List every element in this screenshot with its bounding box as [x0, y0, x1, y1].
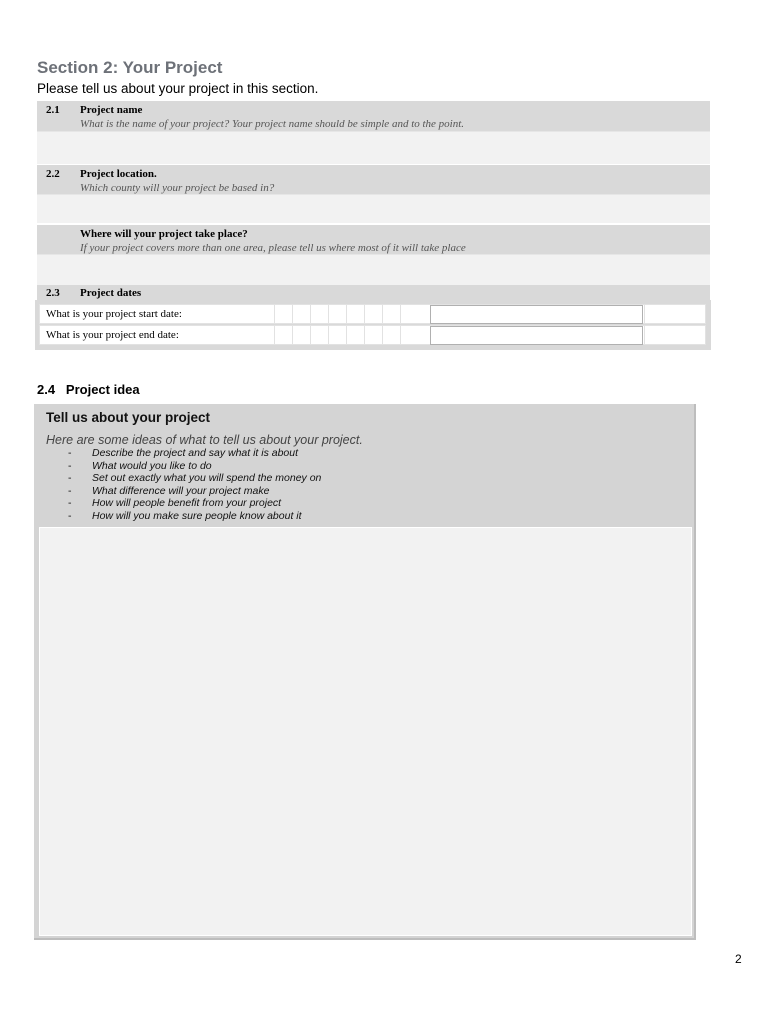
project-dates-table: [35, 300, 711, 350]
list-item-text: Describe the project and say what it is about: [92, 447, 299, 459]
start-date-input[interactable]: [430, 305, 643, 324]
project-county-field[interactable]: [37, 194, 710, 223]
date-grid-cell: [328, 305, 346, 323]
question-2-1-header: [37, 101, 710, 131]
date-grid-cell: [310, 326, 328, 344]
list-item-text: How will people benefit from your project: [92, 497, 282, 510]
list-item-text: What difference will your project make: [92, 484, 270, 497]
question-hint: If your project covers more than one area, please tell us where most of it will take place: [80, 242, 466, 254]
list-item: [68, 485, 321, 498]
divider: [644, 305, 645, 323]
list-item: [68, 460, 321, 473]
project-idea-heading: [37, 382, 140, 397]
question-number: 2.3: [46, 287, 60, 299]
question-number: 2.2: [46, 168, 60, 180]
date-grid-cell: [346, 326, 364, 344]
project-name-field[interactable]: [37, 131, 710, 164]
start-date-label: What is your project start date:: [46, 308, 182, 320]
question-2-3-header: [37, 285, 710, 301]
date-grid-cell: [400, 326, 418, 344]
page-number: 2: [735, 952, 742, 966]
question-2-2-header: [37, 165, 710, 194]
question-title: Project dates: [80, 287, 142, 299]
list-item: [68, 510, 321, 523]
section-number: 2.4: [37, 382, 56, 397]
question-title: Where will your project take place?: [80, 228, 248, 240]
list-item: [68, 472, 321, 485]
list-item-text: What would you like to do: [92, 459, 212, 472]
dash-bullet: -: [68, 472, 72, 485]
date-grid-cell: [310, 305, 328, 323]
date-grid-cell: [292, 326, 310, 344]
section-subtitle: Please tell us about your project in this section.: [37, 81, 319, 96]
date-grid-cell: [292, 305, 310, 323]
dash-bullet: -: [68, 459, 72, 472]
question-title: Project location.: [80, 168, 157, 180]
question-title: Project name: [80, 104, 143, 116]
start-date-row: [39, 304, 706, 324]
date-grid-cell: [400, 305, 418, 323]
question-hint: What is the name of your project? Your project name should be simple and to the point.: [80, 118, 465, 130]
date-grid-cell: [364, 305, 382, 323]
dash-bullet: -: [68, 509, 72, 522]
date-grid-cell: [346, 305, 364, 323]
end-date-input[interactable]: [430, 326, 643, 345]
section-title: Section 2: Your Project: [37, 58, 223, 77]
date-grid-cell: [274, 326, 292, 344]
project-idea-field[interactable]: [39, 527, 692, 936]
question-where-header: [37, 225, 710, 254]
date-grid-cell: [382, 305, 400, 323]
end-date-row: [39, 325, 706, 345]
dash-bullet: -: [68, 447, 72, 459]
divider: [644, 326, 645, 344]
end-date-label: What is your project end date:: [46, 329, 179, 341]
list-item-text: How will you make sure people know about it: [92, 509, 302, 522]
section-heading: Project idea: [65, 382, 140, 397]
dash-bullet: -: [68, 497, 72, 510]
question-number: 2.1: [46, 104, 60, 116]
list-item: [68, 497, 321, 510]
question-hint: Which county will your project be based in?: [80, 182, 275, 194]
project-idea-panel: [34, 404, 696, 940]
list-item-text: Set out exactly what you will spend the money on: [92, 472, 322, 485]
idea-suggestions-list: [68, 447, 321, 523]
dash-bullet: -: [68, 484, 72, 497]
date-grid-cell: [364, 326, 382, 344]
idea-panel-title: Tell us about your project: [46, 410, 211, 425]
idea-panel-intro: Here are some ideas of what to tell us about your project.: [46, 433, 363, 447]
project-area-field[interactable]: [37, 254, 710, 285]
list-item: [68, 447, 321, 460]
date-grid-cell: [274, 305, 292, 323]
date-grid-cell: [382, 326, 400, 344]
date-grid-cell: [328, 326, 346, 344]
